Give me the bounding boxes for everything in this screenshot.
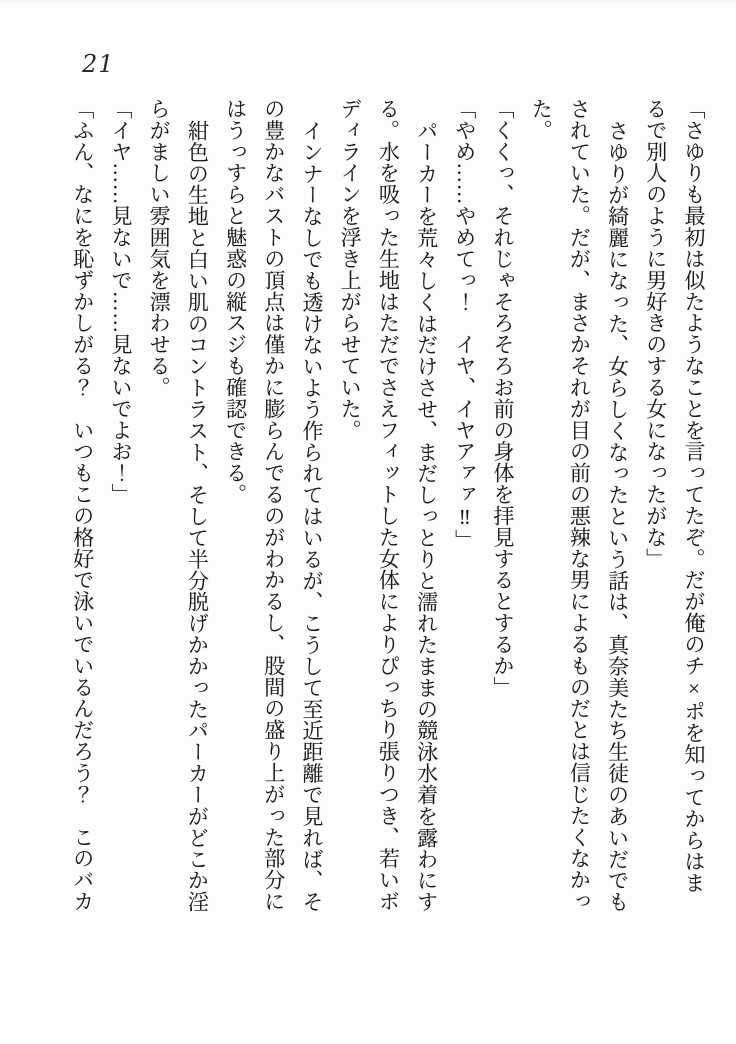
paragraph-narration-1: さゆりが綺麗になった、女らしくなったという話は、真奈美たち生徒のあいだでもされていた。だが、まさかそれが目の前の悪辣な男によるものだとは信じたくなかった。 <box>529 98 630 913</box>
paragraph-narration-3: インナーなしでも透けないよう作られてはいるが、こうして至近距離で見れば、その豊かなバストの頂点は僅かに膨らんでるのがわかるし、股間の盛り上がった部分にはうっすらと魅惑の縦スジも確認できる。 <box>223 98 324 913</box>
paragraph-narration-4: 紺色の生地と白い肌のコントラスト、そして半分脱げかかったパーカーがどこか淫らがましい雰囲気を漂わせる。 <box>147 98 210 913</box>
page-number: 21 <box>82 50 115 78</box>
paragraph-dialogue-2: 「くくっ、それじゃそろそろお前の身体を拝見するとするか」 <box>490 98 515 698</box>
vertical-text-block <box>57 98 713 914</box>
paragraph-dialogue-4: 「イヤ……見ないで……見ないでよお！」 <box>108 98 133 505</box>
paragraph-dialogue-1: 「さゆりも最初は似たようなことを言ってたぞ。だが俺のチ×ポを知ってからはまるで別人のように男好きのする女になったがな」 <box>643 98 706 894</box>
paragraph-dialogue-5: 「ふん、なにを恥ずかしがる？ いつもこの格好で泳いでいるんだろう？ このバカ <box>70 98 95 912</box>
paragraph-dialogue-3: 「やめ……やめてっ！ イヤ、イヤアァァ‼」 <box>452 98 477 551</box>
paragraph-narration-2: パーカーを荒々しくはだけさせ、まだしっとりと濡れたままの競泳水着を露わにする。水を吸った生地はただでさえフィットした女体によりぴっちり張りつき、若いボディラインを浮き上がらせていた。 <box>338 98 439 913</box>
